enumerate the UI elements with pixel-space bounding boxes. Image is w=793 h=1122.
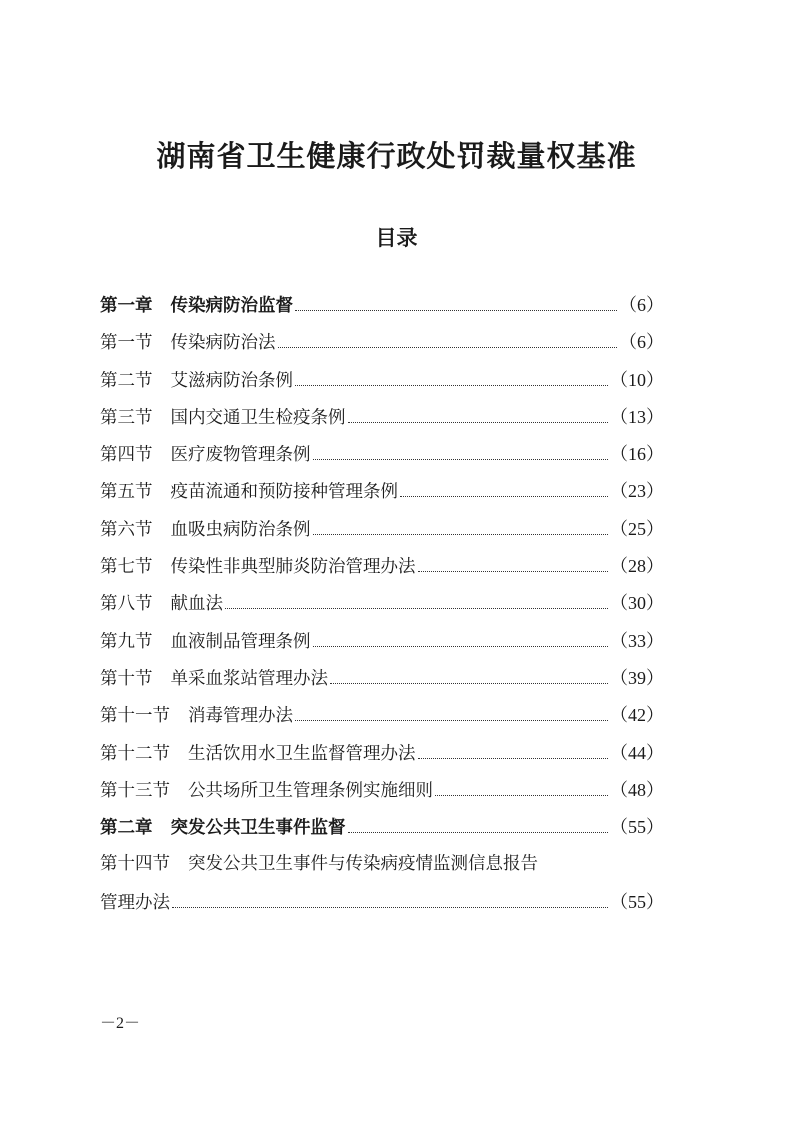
- toc-entry-label: 医疗废物管理条例: [170, 445, 311, 466]
- toc-entry[interactable]: [100, 776, 664, 813]
- toc-entry[interactable]: [100, 589, 664, 626]
- toc-entry-number: 第二章: [100, 818, 153, 839]
- toc-entry-number: 第十二节: [100, 743, 170, 764]
- toc-entry-page: （42）: [610, 705, 664, 726]
- toc-entry-number: 第一节: [100, 333, 153, 354]
- leader-dots: [330, 670, 608, 684]
- toc-entry-page: （10）: [610, 369, 664, 390]
- toc-entry-label: 传染病防治监督: [170, 296, 293, 316]
- toc-entry-page: （6）: [619, 295, 664, 315]
- toc-entry-label: 传染性非典型肺炎防治管理办法: [170, 557, 416, 578]
- toc-chapter-entry[interactable]: [100, 813, 664, 850]
- leader-dots: [348, 409, 609, 423]
- toc-entry-page: （16）: [610, 444, 664, 465]
- toc-entry-label: 艾滋病防治条例: [170, 370, 293, 391]
- toc-entry[interactable]: [100, 627, 664, 664]
- toc-entry-label: 传染病防治法: [170, 333, 276, 354]
- toc-entry-number: 第十节: [100, 668, 153, 689]
- toc-chapter-entry[interactable]: [100, 291, 664, 328]
- toc-entry-page: （44）: [610, 742, 664, 763]
- toc-entry-label: 血吸虫病防治条例: [170, 519, 311, 540]
- leader-dots: [313, 521, 609, 535]
- leader-dots: [313, 633, 609, 647]
- toc-entry[interactable]: [100, 440, 664, 477]
- leader-dots: [348, 819, 609, 833]
- toc-entry[interactable]: [100, 739, 664, 776]
- toc-entry-page: （25）: [610, 518, 664, 539]
- toc-entry-number: 第十一节: [100, 706, 170, 727]
- toc-entry-number: 第九节: [100, 631, 153, 652]
- toc-entry-number: 第十四节: [100, 854, 170, 875]
- page-number: －2－: [100, 1015, 141, 1032]
- toc-entry[interactable]: [100, 477, 664, 514]
- toc-entry-page: （39）: [610, 667, 664, 688]
- leader-dots: [172, 894, 608, 908]
- toc-entry-label: 疫苗流通和预防接种管理条例: [170, 482, 398, 503]
- document-title: 湖南省卫生健康行政处罚裁量权基准: [156, 139, 637, 173]
- toc-entry-page: （33）: [610, 630, 664, 651]
- toc-entry-number: 第七节: [100, 557, 153, 578]
- toc-entry-label: 国内交通卫生检疫条例: [170, 407, 346, 428]
- toc-entry-number: 第四节: [100, 445, 153, 466]
- leader-dots: [295, 371, 608, 385]
- toc-entry-label: 公共场所卫生管理条例实施细则: [188, 780, 433, 801]
- toc-entry[interactable]: [100, 366, 664, 403]
- leader-dots: [225, 595, 608, 609]
- leader-dots: [313, 446, 609, 460]
- toc-entry-label: 消毒管理办法: [188, 706, 293, 727]
- toc-heading: 目录: [375, 226, 418, 250]
- leader-dots: [295, 297, 617, 311]
- toc-entry-page: （30）: [610, 593, 664, 614]
- toc-entry-number: 第十三节: [100, 780, 170, 801]
- toc-entry-page: （28）: [610, 556, 664, 577]
- toc-entry-page: （13）: [610, 406, 664, 427]
- toc-entry[interactable]: [100, 403, 664, 440]
- toc-entry-label: 突发公共卫生事件与传染病疫情监测信息报告: [188, 854, 538, 875]
- toc-entry-label: 献血法: [170, 594, 223, 615]
- toc-entry-page: （55）: [610, 817, 664, 838]
- toc-entry[interactable]: [100, 515, 664, 552]
- toc-entry-page: （55）: [610, 891, 664, 912]
- toc-entry-number: 第二节: [100, 370, 153, 391]
- leader-dots: [400, 483, 608, 497]
- leader-dots: [418, 744, 609, 758]
- toc-entry-label: 突发公共卫生事件监督: [170, 818, 346, 839]
- leader-dots: [418, 558, 609, 572]
- leader-dots: [278, 334, 618, 348]
- toc-entry-page: （23）: [610, 481, 664, 502]
- toc-entry-number: 第六节: [100, 519, 153, 540]
- toc-entry-continuation[interactable]: [100, 888, 664, 925]
- toc-entry-label: 血液制品管理条例: [170, 631, 311, 652]
- leader-dots: [435, 782, 608, 796]
- leader-dots: [295, 707, 608, 721]
- toc-entry-label: 管理办法: [100, 892, 170, 913]
- toc-entry-number: 第八节: [100, 594, 153, 615]
- toc-entry-label: 生活饮用水卫生监督管理办法: [188, 743, 416, 764]
- table-of-contents: [100, 291, 664, 925]
- toc-entry-number: 第三节: [100, 407, 153, 428]
- toc-entry[interactable]: [100, 850, 664, 887]
- toc-entry-label: 单采血浆站管理办法: [170, 668, 328, 689]
- toc-entry[interactable]: [100, 664, 664, 701]
- toc-entry-number: 第一章: [100, 296, 153, 316]
- toc-entry[interactable]: [100, 552, 664, 589]
- toc-entry-page: （48）: [610, 779, 664, 800]
- toc-entry[interactable]: [100, 701, 664, 738]
- toc-entry[interactable]: [100, 328, 664, 365]
- toc-entry-page: （6）: [619, 332, 664, 353]
- toc-entry-number: 第五节: [100, 482, 153, 503]
